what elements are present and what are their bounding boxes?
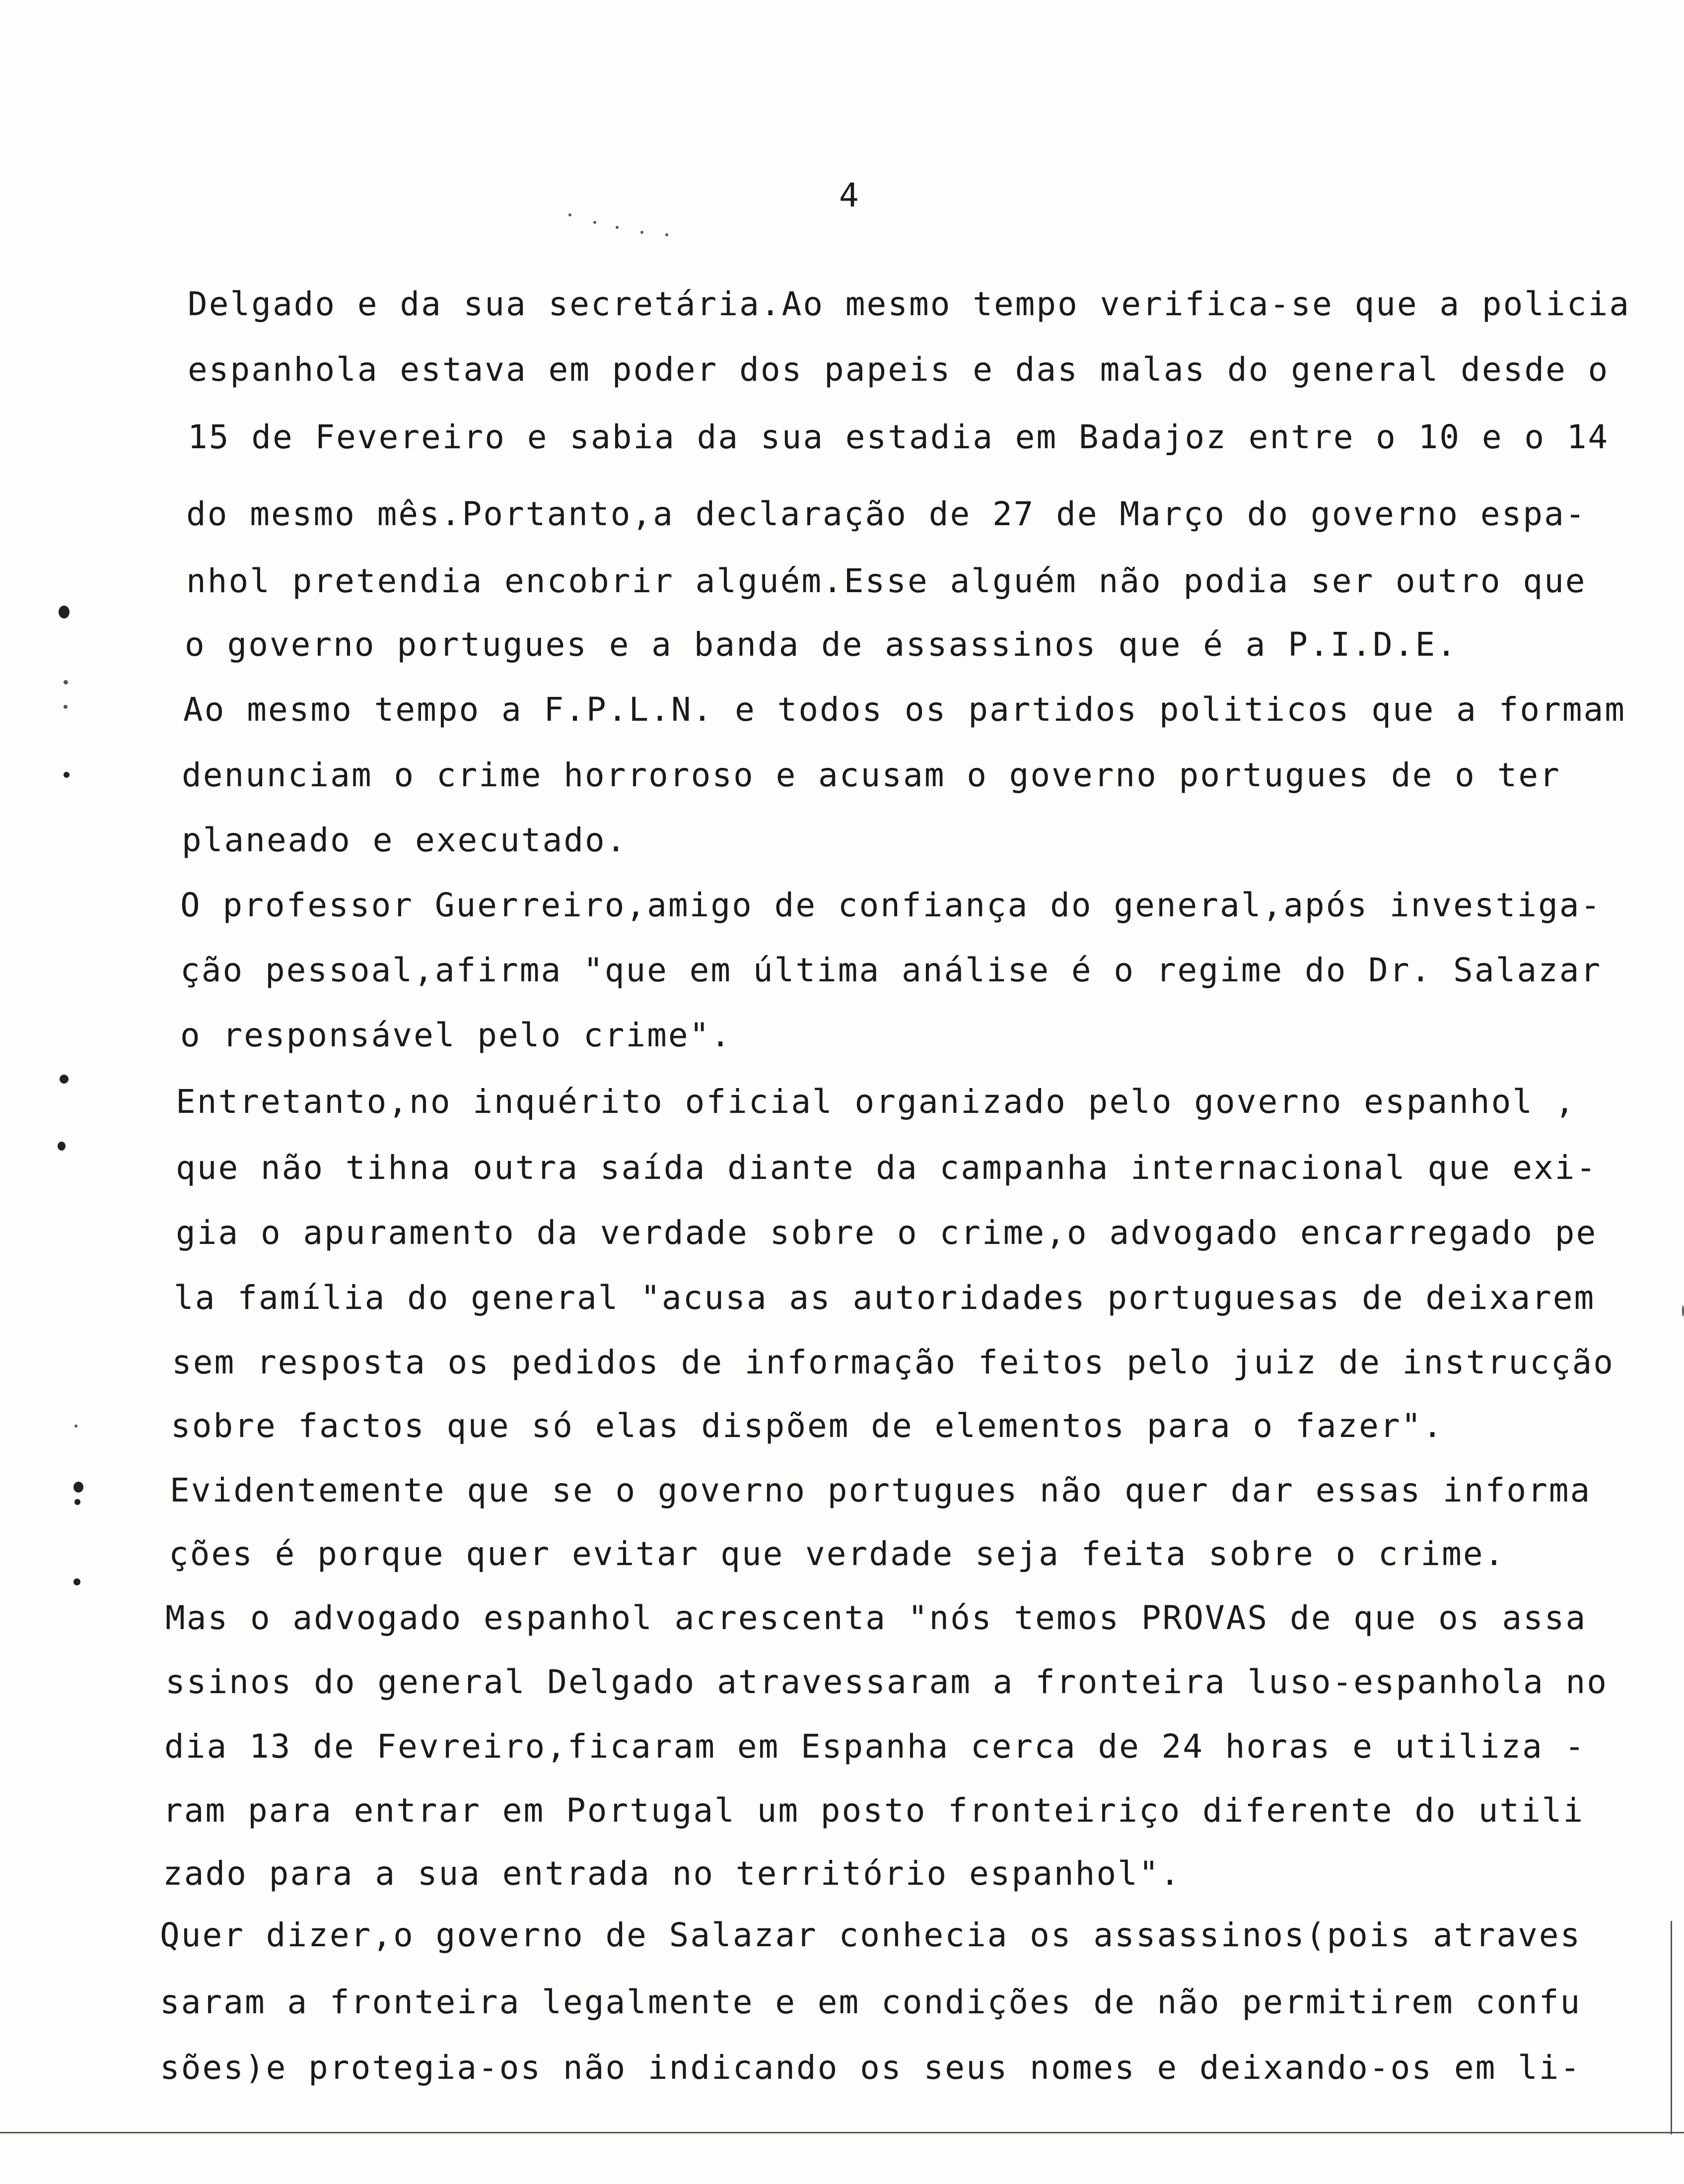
text-line: Ao mesmo tempo a F.P.L.N. e todos os partidos politicos que a formam bbox=[183, 690, 1626, 729]
scan-edge-bottom bbox=[0, 2132, 1684, 2133]
text-line: gia o apuramento da verdade sobre o crime,o advogado encarregado pe bbox=[176, 1214, 1598, 1252]
margin-mark bbox=[74, 1499, 80, 1505]
margin-speck bbox=[568, 213, 571, 216]
text-line: ram para entrar em Portugal um posto fronteiriço diferente do utili bbox=[163, 1791, 1585, 1830]
text-line: O professor Guerreiro,amigo de confiança do general,após investiga- bbox=[180, 886, 1602, 924]
text-line: nhol pretendia encobrir alguém.Esse alguém não podia ser outro que bbox=[186, 562, 1587, 600]
text-line: Mas o advogado espanhol acrescenta "nós temos PROVAS de que os assa bbox=[165, 1599, 1587, 1637]
text-line: sem resposta os pedidos de informação feitos pelo juiz de instrucção bbox=[172, 1343, 1615, 1381]
margin-speck bbox=[64, 705, 68, 709]
margin-speck bbox=[616, 226, 619, 229]
text-line: o governo portugues e a banda de assassinos que é a P.I.D.E. bbox=[185, 625, 1458, 664]
text-line: planeado e executado. bbox=[182, 821, 628, 859]
margin-mark bbox=[59, 606, 70, 618]
text-line: saram a fronteira legalmente e em condições de não permitirem confu bbox=[160, 1983, 1582, 2021]
text-line: que não tihna outra saída diante da campanha internacional que exi- bbox=[176, 1149, 1598, 1187]
text-line: do mesmo mês.Portanto,a declaração de 27 de Março do governo espa- bbox=[186, 495, 1587, 533]
text-line: dia 13 de Fevreiro,ficaram em Espanha cerca de 24 horas e utiliza - bbox=[164, 1727, 1586, 1766]
text-line: Entretanto,no inquérito oficial organizado pelo governo espanhol , bbox=[176, 1083, 1576, 1121]
text-line: denunciam o crime horroroso e acusam o governo portugues de o ter bbox=[182, 756, 1561, 794]
text-line: sões)e protegia-os não indicando os seus nomes e deixando-os em li- bbox=[160, 2048, 1582, 2087]
margin-mark bbox=[58, 1142, 66, 1151]
margin-mark bbox=[60, 1075, 69, 1084]
text-line: Delgado e da sua secretária.Ao mesmo tempo verifica-se que a policia bbox=[188, 285, 1631, 323]
margin-speck bbox=[593, 221, 596, 224]
margin-mark bbox=[73, 1578, 80, 1585]
scan-edge-right bbox=[1671, 1921, 1672, 2134]
margin-speck bbox=[640, 231, 643, 234]
margin-mark bbox=[64, 772, 70, 778]
margin-speck bbox=[665, 233, 668, 236]
margin-speck bbox=[64, 680, 68, 684]
text-line: o responsável pelo crime". bbox=[180, 1016, 732, 1054]
text-line: la família do general "acusa as autoridades portuguesas de deixarem bbox=[174, 1279, 1596, 1317]
margin-mark bbox=[73, 1482, 83, 1493]
text-line: sobre factos que só elas dispõem de elementos para o fazer". bbox=[171, 1407, 1444, 1445]
margin-speck bbox=[1682, 1305, 1684, 1316]
text-line: ção pessoal,afirma "que em última análise é o regime do Dr. Salazar bbox=[180, 951, 1602, 989]
text-line: ções é porque quer evitar que verdade seja feita sobre o crime. bbox=[169, 1535, 1506, 1573]
text-line: 15 de Fevereiro e sabia da sua estadia em Badajoz entre o 10 e o 14 bbox=[188, 418, 1610, 456]
page-number: 4 bbox=[839, 176, 860, 214]
text-line: Quer dizer,o governo de Salazar conhecia os assassinos(pois atraves bbox=[160, 1916, 1582, 1954]
margin-speck bbox=[74, 1425, 77, 1428]
text-line: zado para a sua entrada no território espanhol". bbox=[163, 1854, 1182, 1893]
text-line: ssinos do general Delgado atravessaram a fronteira luso-espanhola no bbox=[165, 1663, 1609, 1701]
text-line: Evidentemente que se o governo portugues não quer dar essas informa bbox=[170, 1471, 1592, 1509]
text-line: espanhola estava em poder dos papeis e das malas do general desde o bbox=[188, 350, 1610, 389]
